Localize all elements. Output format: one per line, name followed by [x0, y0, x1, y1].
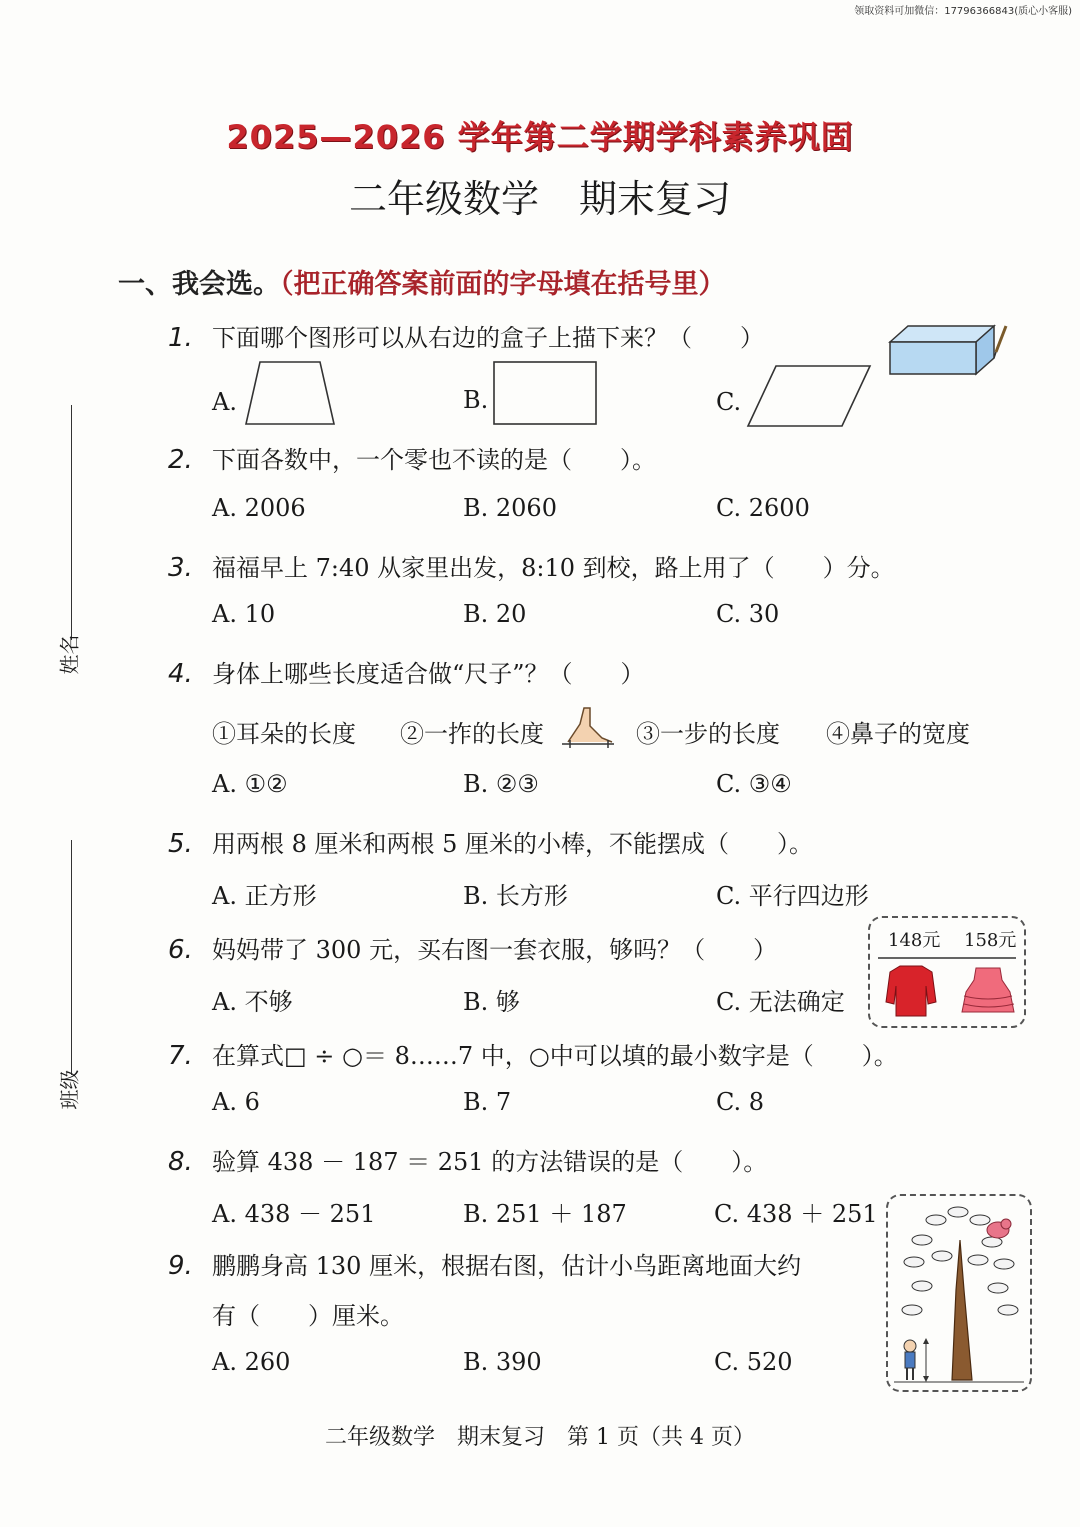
question-1 [168, 318, 764, 353]
option-c: C. 无法确定 [716, 988, 845, 1016]
option-c: C. 8 [716, 1088, 765, 1116]
option-b: B. 20 [463, 600, 527, 628]
option-b: B. 长方形 [463, 882, 568, 910]
option-b: B. 390 [463, 1348, 542, 1376]
option-c: C. ③④ [716, 770, 792, 798]
option-a: A. 10 [212, 600, 276, 628]
question-number: 4. [168, 659, 193, 689]
option-c: C. 438 ＋ 251 [714, 1200, 878, 1228]
option-a: A. ①② [212, 770, 288, 798]
option-a: A. 2006 [212, 494, 306, 522]
question-number: 7. [168, 1041, 193, 1071]
option-a: A. 438 － 251 [212, 1200, 376, 1228]
price-shirt: 148元 [888, 930, 941, 951]
question-number: 2. [168, 445, 193, 475]
question-4 [168, 654, 645, 689]
subtitle-exam: 期末复习 [579, 177, 732, 221]
watermark-text: 领取资料可加微信：17796366843(质心小客服) [854, 6, 1072, 17]
question-number: 9. [168, 1251, 193, 1281]
clothes-icon [876, 952, 1018, 1022]
question-9 [168, 1246, 801, 1281]
option-b: B. [463, 386, 489, 414]
option-c: C. 2600 [716, 494, 810, 522]
name-label: 姓名 [57, 634, 82, 675]
item-1: ①耳朵的长度 [212, 720, 356, 748]
name-underline [71, 405, 72, 640]
option-b: B. 7 [463, 1088, 512, 1116]
section-heading [118, 262, 726, 301]
class-label: 班级 [57, 1069, 82, 1110]
option-c: C. 30 [716, 600, 780, 628]
section-label: 一、我会选。 [118, 269, 280, 300]
question-text: 福福早上 7:40 从家里出发，8:10 到校，路上用了（ ）分。 [212, 554, 895, 582]
option-a: A. 不够 [212, 988, 293, 1016]
subtitle-grade: 二年级数学 [348, 177, 539, 221]
question-number: 3. [168, 553, 193, 583]
option-a: A. 6 [212, 1088, 260, 1116]
question-number: 1. [168, 323, 193, 353]
option-c: C. 平行四边形 [716, 882, 869, 910]
page-footer [0, 1420, 1080, 1451]
footer-exam: 期末复习 [457, 1425, 546, 1450]
section-instruction: （把正确答案前面的字母填在括号里） [280, 269, 726, 300]
question-3 [168, 548, 895, 583]
question-text: 下面各数中，一个零也不读的是（ ）。 [212, 446, 656, 474]
question-8 [168, 1142, 767, 1177]
box-icon [886, 322, 1012, 378]
question-text: 用两根 8 厘米和两根 5 厘米的小棒，不能摆成（ ）。 [212, 830, 814, 858]
option-a: A. 正方形 [212, 882, 317, 910]
option-b: B. 2060 [463, 494, 557, 522]
option-c: C. [716, 388, 742, 416]
item-2: ②一拃的长度 [400, 720, 544, 748]
tree-figure [886, 1194, 1032, 1392]
question-6 [168, 930, 777, 965]
question-7 [168, 1036, 898, 1071]
question-5 [168, 824, 813, 859]
question-text: 验算 438 － 187 ＝ 251 的方法错误的是（ ）。 [212, 1148, 768, 1176]
option-b: B. 251 ＋ 187 [463, 1200, 627, 1228]
parallelogram-shape [746, 364, 874, 428]
footer-grade: 二年级数学 [325, 1425, 436, 1450]
tree-and-bird-icon [892, 1200, 1026, 1386]
hand-span-icon [560, 702, 616, 748]
question-9-continued: 有（ ）厘米。 [212, 1302, 404, 1330]
item-3: ③一步的长度 [636, 720, 780, 748]
question-number: 5. [168, 829, 193, 859]
clothes-figure [868, 916, 1026, 1028]
page-title: 2025—2026 学年第二学期学科素养巩固 [226, 118, 854, 156]
item-4: ④鼻子的宽度 [826, 720, 970, 748]
question-text: 身体上哪些长度适合做“尺子”？（ ） [212, 660, 645, 688]
question-number: 6. [168, 935, 193, 965]
option-b: B. ②③ [463, 770, 539, 798]
question-2 [168, 440, 656, 475]
option-b: B. 够 [463, 988, 520, 1016]
question-text: 在算式□ ÷ ○＝ 8……7 中，○中可以填的最小数字是（ ）。 [212, 1042, 898, 1070]
price-skirt: 158元 [964, 930, 1017, 951]
option-a: A. [212, 388, 237, 416]
question-text: 下面哪个图形可以从右边的盒子上描下来？（ ） [212, 324, 764, 352]
question-text: 鹏鹏身高 130 厘米，根据右图，估计小鸟距离地面大约 [212, 1252, 802, 1280]
footer-page: 第 1 页（共 4 页） [567, 1425, 755, 1450]
question-text: 妈妈带了 300 元，买右图一套衣服，够吗？（ ） [212, 936, 778, 964]
rectangle-shape [492, 360, 598, 426]
option-a: A. 260 [212, 1348, 291, 1376]
class-underline [71, 840, 72, 1075]
trapezoid-shape [244, 360, 336, 426]
option-c: C. 520 [714, 1348, 793, 1376]
page-subtitle [0, 168, 1080, 223]
question-number: 8. [168, 1147, 193, 1177]
